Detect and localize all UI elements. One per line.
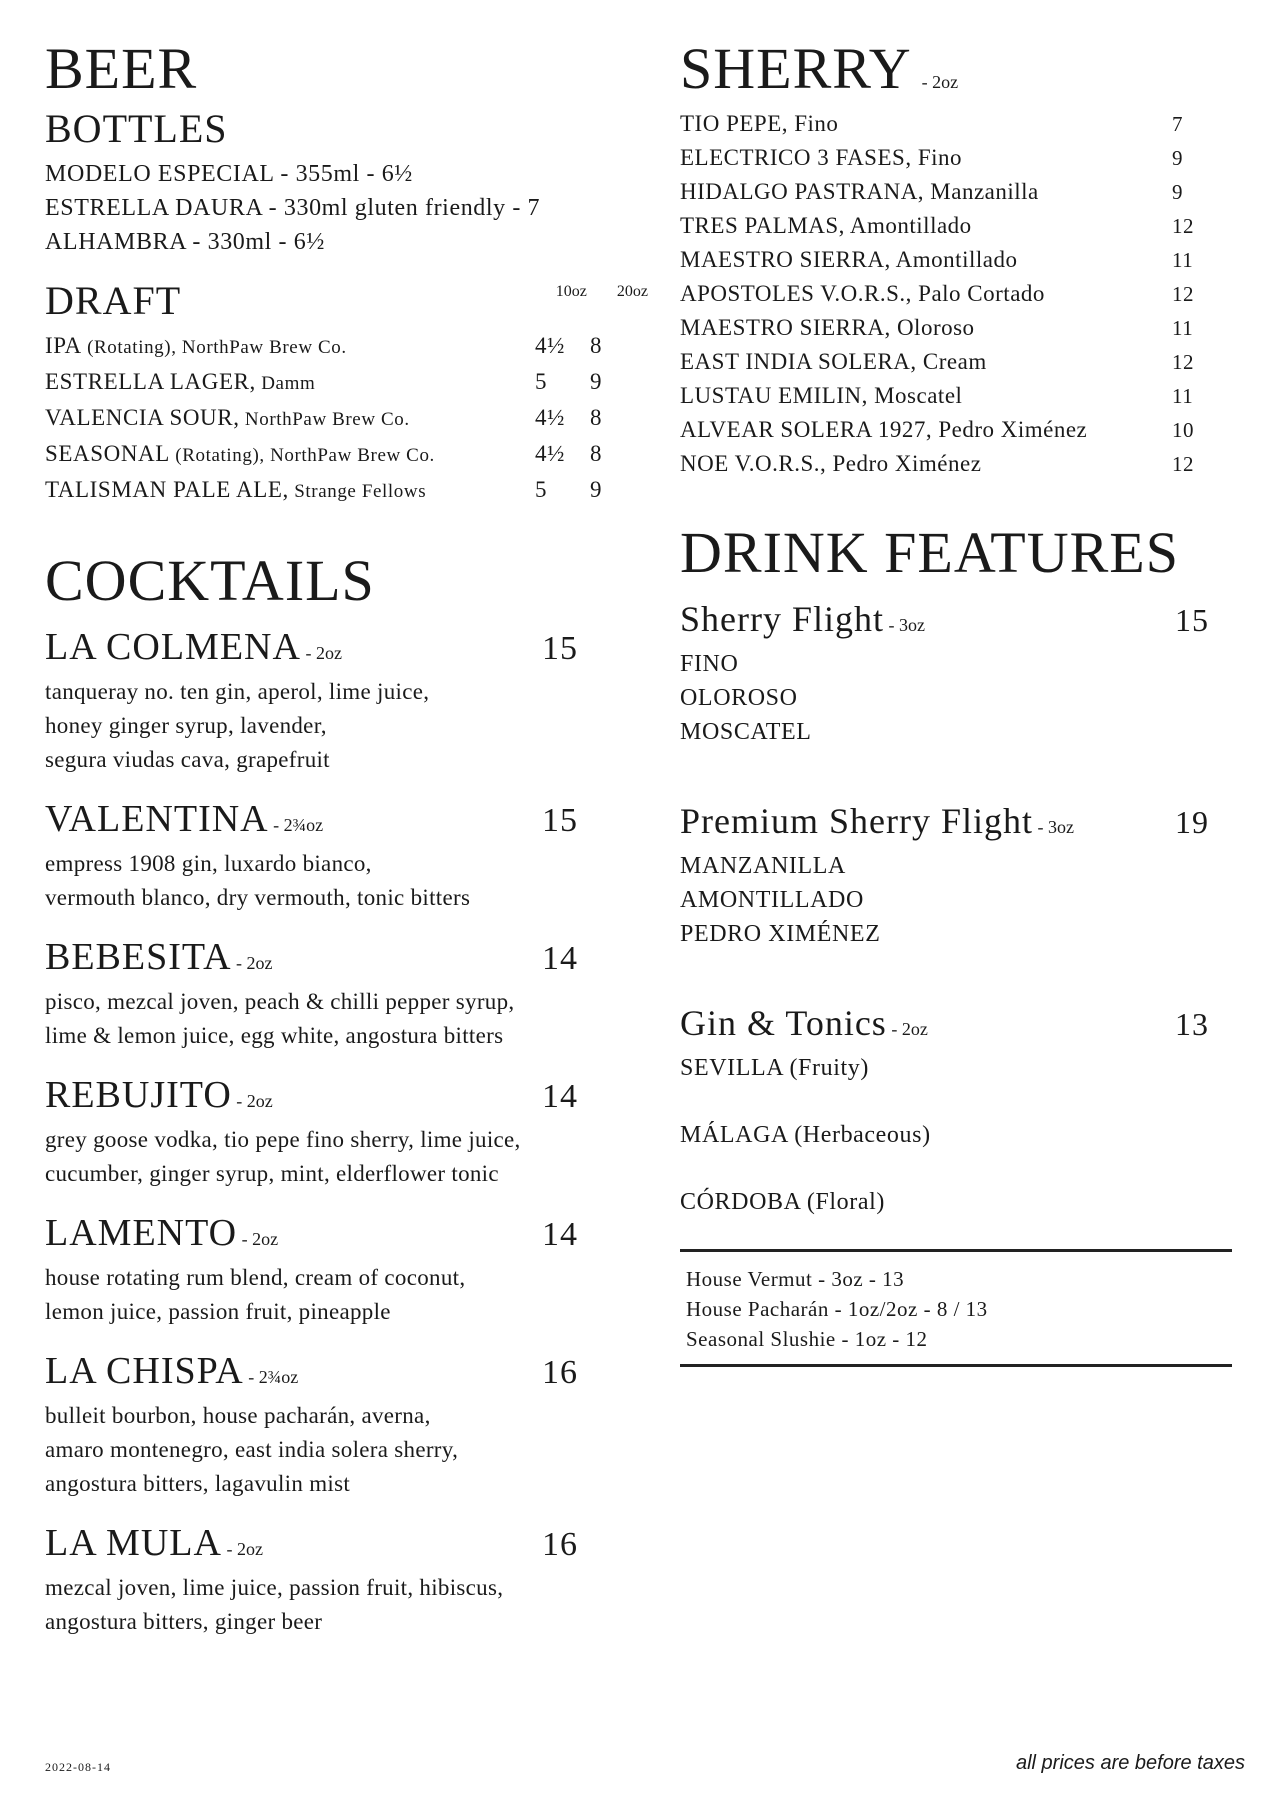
sherry-row xyxy=(680,141,1210,175)
sherry-price: 9 xyxy=(1172,180,1183,204)
cocktail-name: LAMENTO xyxy=(45,1212,238,1254)
sherry-row xyxy=(680,413,1210,447)
feature-title xyxy=(680,597,1215,647)
sherry-row xyxy=(680,175,1210,209)
cocktail-name-wrap xyxy=(45,1521,542,1571)
cocktail-title xyxy=(45,935,645,985)
cocktail-desc-line: mezcal joven, lime juice, passion fruit, hibiscus, xyxy=(45,1575,504,1600)
draft-name-sub: (Rotating), NorthPaw Brew Co. xyxy=(169,445,435,466)
cocktail-volume: - 2oz xyxy=(221,1539,263,1559)
draft-price-20oz: 8 xyxy=(590,441,603,466)
feature-price: 19 xyxy=(1175,804,1209,840)
cocktail-item xyxy=(45,1521,645,1639)
house-drink-line: Seasonal Slushie - 1oz - 12 xyxy=(686,1327,928,1351)
right-column xyxy=(680,35,1235,1367)
cocktail-desc-line: lime & lemon juice, egg white, angostura bitters xyxy=(45,1023,504,1048)
house-drink-line: House Pacharán - 1oz/2oz - 8 / 13 xyxy=(686,1297,988,1321)
draft-heading: DRAFT xyxy=(45,278,182,323)
feature-name: Gin & Tonics xyxy=(680,1003,887,1043)
cocktail-item xyxy=(45,1073,645,1191)
cocktail-title xyxy=(45,1521,645,1571)
sherry-name: ALVEAR SOLERA 1927, Pedro Ximénez xyxy=(680,417,1088,442)
cocktail-item xyxy=(45,797,645,915)
sherry-name: MAESTRO SIERRA, Amontillado xyxy=(680,247,1018,272)
sherry-row xyxy=(680,277,1210,311)
sherry-price: 11 xyxy=(1172,316,1194,340)
feature-option: SEVILLA (Fruity) xyxy=(680,1055,869,1081)
draft-name xyxy=(45,401,535,437)
cocktail-name: LA MULA xyxy=(45,1522,222,1564)
cocktail-desc-line: angostura bitters, ginger beer xyxy=(45,1609,323,1634)
draft-size-headers xyxy=(556,283,648,301)
draft-name-main: ESTRELLA LAGER, xyxy=(45,369,256,394)
cocktail-volume: - 2oz xyxy=(237,1229,279,1249)
draft-price-10oz: 5 xyxy=(535,369,548,394)
sherry-header xyxy=(680,35,1235,103)
cocktail-volume: - 2oz xyxy=(231,953,273,973)
sherry-name: TIO PEPE, Fino xyxy=(680,111,839,136)
draft-price-20oz: 8 xyxy=(590,405,603,430)
draft-price-10oz: 4½ xyxy=(535,333,565,358)
house-drink-line: House Vermut - 3oz - 13 xyxy=(686,1267,905,1291)
feature-name-wrap xyxy=(680,597,1175,647)
cocktail-name: BEBESITA xyxy=(45,936,232,978)
draft-price-10oz: 4½ xyxy=(535,441,565,466)
cocktail-item xyxy=(45,935,645,1053)
draft-price-20oz: 8 xyxy=(590,333,603,358)
draft-name-main: SEASONAL xyxy=(45,441,170,466)
feature-option: MOSCATEL xyxy=(680,719,812,745)
sherry-name: ELECTRICO 3 FASES, Fino xyxy=(680,145,962,170)
feature-volume: - 3oz xyxy=(1033,817,1074,837)
sherry-name: MAESTRO SIERRA, Oloroso xyxy=(680,315,975,340)
sherry-volume: - 2oz xyxy=(921,72,959,92)
draft-row xyxy=(45,473,645,509)
sherry-heading: SHERRY xyxy=(680,36,912,101)
sherry-row xyxy=(680,311,1210,345)
cocktail-title xyxy=(45,797,645,847)
sherry-price: 7 xyxy=(1172,112,1183,136)
draft-name xyxy=(45,437,535,473)
sherry-row xyxy=(680,243,1210,277)
sherry-row xyxy=(680,107,1210,141)
feature-title xyxy=(680,799,1215,849)
cocktail-name-wrap xyxy=(45,1349,542,1399)
sherry-price: 12 xyxy=(1172,452,1194,476)
feature-option: CÓRDOBA (Floral) xyxy=(680,1189,885,1215)
sherry-name: EAST INDIA SOLERA, Cream xyxy=(680,349,987,374)
cocktail-price: 15 xyxy=(542,802,578,839)
feature-volume: - 3oz xyxy=(884,615,925,635)
sherry-price: 10 xyxy=(1172,418,1194,442)
feature-name-wrap xyxy=(680,1001,1175,1051)
left-column xyxy=(45,35,648,1659)
cocktail-name-wrap xyxy=(45,1073,542,1123)
feature-option: FINO xyxy=(680,651,739,677)
feature-name-wrap xyxy=(680,799,1175,849)
cocktail-item xyxy=(45,1211,645,1329)
draft-size-20oz: 20oz xyxy=(616,283,648,300)
cocktail-desc-line: vermouth blanco, dry vermouth, tonic bitters xyxy=(45,885,471,910)
sherry-name: LUSTAU EMILIN, Moscatel xyxy=(680,383,963,408)
cocktail-name-wrap xyxy=(45,935,542,985)
sherry-price: 12 xyxy=(1172,350,1194,374)
draft-name-sub: (Rotating), NorthPaw Brew Co. xyxy=(81,337,347,358)
cocktail-title xyxy=(45,1073,645,1123)
cocktail-title xyxy=(45,1349,645,1399)
cocktail-desc-line: tanqueray no. ten gin, aperol, lime juice, xyxy=(45,679,430,704)
list-item: MODELO ESPECIAL - 355ml - 6½ xyxy=(45,161,413,187)
cocktail-price: 14 xyxy=(542,1078,578,1115)
draft-row xyxy=(45,401,645,437)
sherry-row xyxy=(680,345,1210,379)
sherry-name: TRES PALMAS, Amontillado xyxy=(680,213,972,238)
house-drinks-box xyxy=(680,1249,1232,1367)
beer-heading: BEER xyxy=(45,36,198,101)
cocktail-desc-line: house rotating rum blend, cream of coconut, xyxy=(45,1265,466,1290)
cocktail-desc-line: pisco, mezcal joven, peach & chilli pepper syrup, xyxy=(45,989,515,1014)
cocktail-price: 14 xyxy=(542,1216,578,1253)
sherry-price: 11 xyxy=(1172,248,1194,272)
cocktail-volume: - 2oz xyxy=(300,643,342,663)
feature-name: Premium Sherry Flight xyxy=(680,801,1033,841)
sherry-row xyxy=(680,209,1210,243)
sherry-name: APOSTOLES V.O.R.S., Palo Cortado xyxy=(680,281,1045,306)
sherry-flight-feature xyxy=(680,597,1215,749)
draft-name-main: VALENCIA SOUR, xyxy=(45,405,240,430)
draft-row xyxy=(45,437,645,473)
draft-name-sub: Damm xyxy=(255,373,316,394)
feature-option: AMONTILLADO xyxy=(680,887,864,913)
feature-price: 13 xyxy=(1175,1006,1209,1042)
bottles-list xyxy=(45,157,645,259)
draft-row xyxy=(45,329,645,365)
cocktail-name: LA COLMENA xyxy=(45,626,301,668)
feature-option: OLOROSO xyxy=(680,685,798,711)
gin-tonics-feature xyxy=(680,1001,1215,1219)
cocktail-desc-line: segura viudas cava, grapefruit xyxy=(45,747,330,772)
cocktail-price: 15 xyxy=(542,630,578,667)
draft-row xyxy=(45,365,645,401)
cocktail-name: VALENTINA xyxy=(45,798,269,840)
feature-title xyxy=(680,1001,1215,1051)
sherry-name: HIDALGO PASTRANA, Manzanilla xyxy=(680,179,1039,204)
feature-option: MÁLAGA (Herbaceous) xyxy=(680,1122,931,1148)
cocktails-heading: COCKTAILS xyxy=(45,548,375,613)
draft-list xyxy=(45,329,645,509)
cocktail-name: LA CHISPA xyxy=(45,1350,244,1392)
sherry-price: 9 xyxy=(1172,146,1183,170)
sherry-list xyxy=(680,107,1210,481)
premium-sherry-flight-feature xyxy=(680,799,1215,951)
cocktail-volume: - 2oz xyxy=(231,1091,273,1111)
cocktail-volume: - 2¾oz xyxy=(268,815,324,835)
cocktail-desc-line: amaro montenegro, east india solera sherry, xyxy=(45,1437,459,1462)
cocktails-list xyxy=(45,625,645,1639)
sherry-price: 12 xyxy=(1172,282,1194,306)
cocktail-desc-line: angostura bitters, lagavulin mist xyxy=(45,1471,351,1496)
feature-name: Sherry Flight xyxy=(680,599,885,639)
draft-name xyxy=(45,329,535,365)
cocktail-item xyxy=(45,625,645,777)
cocktail-price: 14 xyxy=(542,940,578,977)
cocktail-name-wrap xyxy=(45,1211,542,1261)
feature-price: 15 xyxy=(1175,602,1209,638)
cocktail-price: 16 xyxy=(542,1354,578,1391)
sherry-name: NOE V.O.R.S., Pedro Ximénez xyxy=(680,451,982,476)
list-item: ALHAMBRA - 330ml - 6½ xyxy=(45,229,325,255)
cocktail-title xyxy=(45,1211,645,1261)
cocktail-desc-line: bulleit bourbon, house pacharán, averna, xyxy=(45,1403,431,1428)
draft-name-main: IPA xyxy=(45,333,82,358)
draft-size-10oz: 10oz xyxy=(555,283,587,300)
cocktail-name: REBUJITO xyxy=(45,1074,232,1116)
cocktail-name-wrap xyxy=(45,797,542,847)
sherry-price: 11 xyxy=(1172,384,1194,408)
drink-features-heading: DRINK FEATURES xyxy=(680,520,1179,585)
list-item: ESTRELLA DAURA - 330ml gluten friendly - 7 xyxy=(45,195,541,221)
draft-name-main: TALISMAN PALE ALE, xyxy=(45,477,289,502)
cocktail-desc-line: honey ginger syrup, lavender, xyxy=(45,713,327,738)
tax-note: all prices are before taxes xyxy=(1015,1752,1245,1774)
cocktail-volume: - 2¾oz xyxy=(243,1367,299,1387)
draft-price-10oz: 4½ xyxy=(535,405,565,430)
cocktail-desc-line: empress 1908 gin, luxardo bianco, xyxy=(45,851,372,876)
sherry-row xyxy=(680,447,1210,481)
sherry-row xyxy=(680,379,1210,413)
feature-volume: - 2oz xyxy=(886,1019,928,1039)
draft-price-10oz: 5 xyxy=(535,477,548,502)
cocktail-desc-line: cucumber, ginger syrup, mint, elderflower tonic xyxy=(45,1161,499,1186)
feature-option: MANZANILLA xyxy=(680,853,846,879)
cocktail-title xyxy=(45,625,645,675)
draft-price-20oz: 9 xyxy=(590,477,603,502)
cocktail-price: 16 xyxy=(542,1526,578,1563)
draft-name xyxy=(45,473,535,509)
draft-name xyxy=(45,365,535,401)
menu-date: 2022-08-14 xyxy=(45,1760,111,1774)
cocktail-desc-line: lemon juice, passion fruit, pineapple xyxy=(45,1299,391,1324)
cocktail-name-wrap xyxy=(45,625,542,675)
draft-price-20oz: 9 xyxy=(590,369,603,394)
bottles-heading: BOTTLES xyxy=(45,106,228,151)
cocktail-item xyxy=(45,1349,645,1501)
cocktail-desc-line: grey goose vodka, tio pepe fino sherry, lime juice, xyxy=(45,1127,521,1152)
draft-name-sub: NorthPaw Brew Co. xyxy=(239,409,410,430)
feature-option: PEDRO XIMÉNEZ xyxy=(680,921,881,947)
sherry-price: 12 xyxy=(1172,214,1194,238)
draft-name-sub: Strange Fellows xyxy=(288,481,427,502)
draft-header xyxy=(45,277,650,325)
